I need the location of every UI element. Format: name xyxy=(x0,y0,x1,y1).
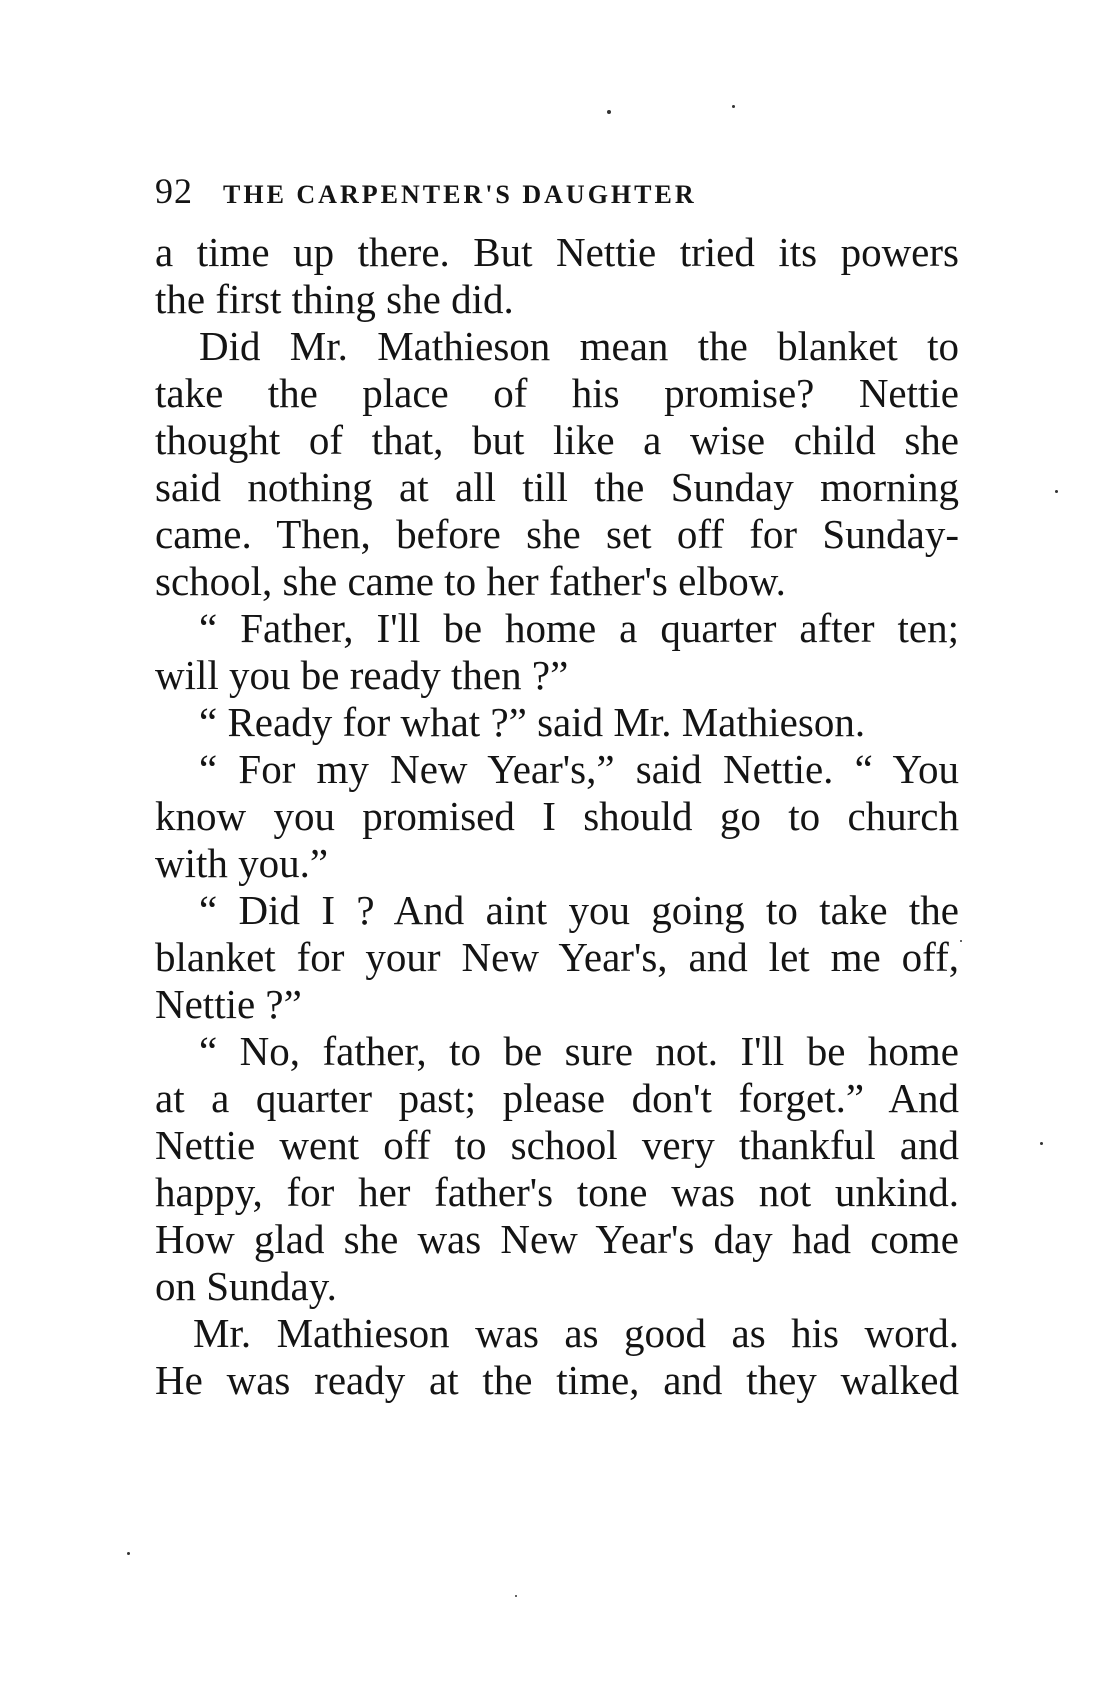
text-line: with you.” xyxy=(155,840,329,886)
text-line: the first thing she did. xyxy=(155,276,514,322)
scan-speck xyxy=(607,110,611,114)
text-line: He was ready at the time, and they walked xyxy=(155,1357,959,1403)
text-line: “ No, father, to be sure not. I'll be home xyxy=(199,1028,959,1074)
text-line: “ Father, I'll be home a quarter after ten; xyxy=(199,605,959,651)
text-line: Nettie ?” xyxy=(155,981,302,1027)
running-head xyxy=(155,170,955,220)
text-line: at a quarter past; please don't forget.” And xyxy=(155,1075,959,1121)
page-number: 92 xyxy=(155,171,193,211)
scan-speck xyxy=(1040,1142,1043,1145)
text-line: know you promised I should go to church xyxy=(155,793,959,839)
scan-speck xyxy=(515,1595,517,1597)
text-line: came. Then, before she set off for Sunday- xyxy=(155,511,959,557)
text-line: blanket for your New Year's, and let me off, xyxy=(155,934,959,980)
text-line: Mr. Mathieson was as good as his word. xyxy=(193,1310,959,1356)
running-title: THE CARPENTER'S DAUGHTER xyxy=(223,180,697,209)
text-line: said nothing at all till the Sunday morning xyxy=(155,464,959,510)
text-line: “ Ready for what ?” said Mr. Mathieson. xyxy=(199,699,866,745)
text-line: will you be ready then ?” xyxy=(155,652,569,698)
text-line: a time up there. But Nettie tried its powers xyxy=(155,229,959,275)
text-line: “ For my New Year's,” said Nettie. “ You xyxy=(199,746,959,792)
text-line: school, she came to her father's elbow. xyxy=(155,558,786,604)
text-line: happy, for her father's tone was not unkind. xyxy=(155,1169,959,1215)
scan-speck xyxy=(732,105,735,108)
scan-speck xyxy=(960,940,962,942)
scan-speck xyxy=(127,1552,130,1555)
text-line: take the place of his promise? Nettie xyxy=(155,370,959,416)
text-line: Nettie went off to school very thankful and xyxy=(155,1122,959,1168)
text-line: How glad she was New Year's day had come xyxy=(155,1216,959,1262)
text-line: on Sunday. xyxy=(155,1263,337,1309)
text-line: Did Mr. Mathieson mean the blanket to xyxy=(199,323,959,369)
text-line: thought of that, but like a wise child she xyxy=(155,417,959,463)
scan-speck xyxy=(1055,490,1058,493)
text-line: “ Did I ? And aint you going to take the xyxy=(199,887,959,933)
